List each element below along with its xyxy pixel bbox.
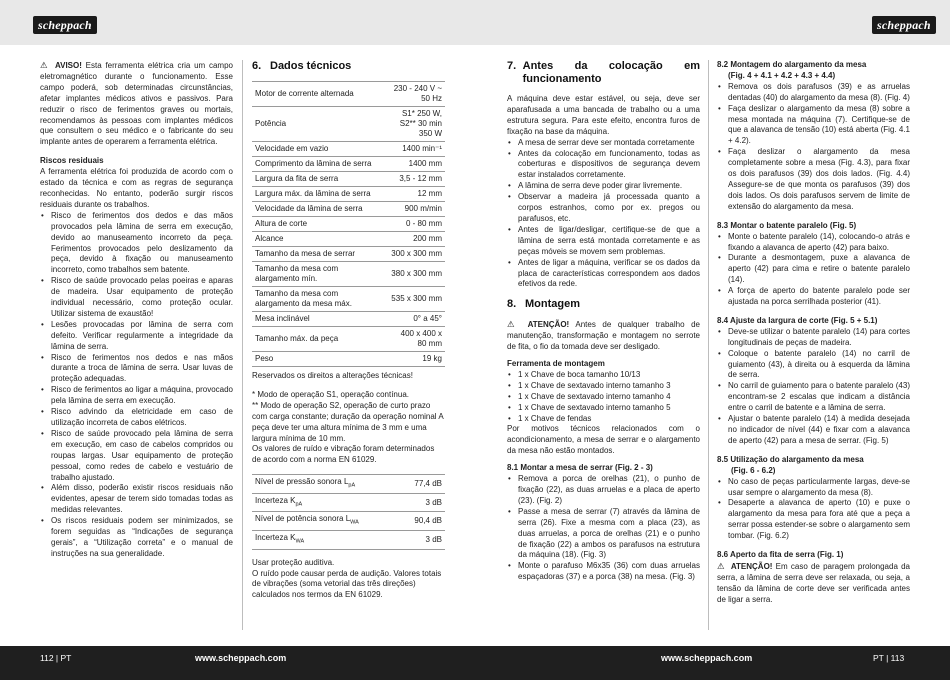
section-7-intro: A máquina deve estar estável, ou seja, deve ser aparafusada a uma bancada de trabalho ou a uma estrutura segura. Para este efeito, encontra furos de fixação na base da máquina. [507,94,700,136]
column-divider [242,60,243,630]
column-divider [708,60,709,630]
spec-value: 12 mm [387,187,445,202]
noise-value: 77,4 dB [400,475,445,494]
list-item: • Durante a desmontagem, puxe a alavanca de aperto (42) para cima e retire o batente paralelo (14). [717,253,910,286]
spec-label: Motor de corrente alternada [252,82,387,107]
list-item: • No caso de peças particularmente largas, deve-se usar sempre o alargamento da mesa (8). [717,477,910,499]
list-item: • Monte o parafuso M6x35 (36) com duas arruelas espaçadoras (37) e a porca (38) na mesa. (Fig. 3) [507,561,700,583]
list-item: • 1 x Chave de sextavado interno tamanho 3 [507,381,700,392]
hearing-protection: Usar proteção auditiva. [252,557,335,567]
noise-label [252,531,400,550]
section-number: 7. [507,60,517,72]
attention-text: Em caso de paragem prolongada da serra, a lâmina de serra deve ser relaxada, ou seja, a tensão da lâmina de corte deve ser verificada antes de ligar a serra. [717,561,911,604]
spec-row [252,287,445,312]
scheppach-logo-left: scheppach [33,16,97,34]
spec-value: 19 kg [387,352,445,367]
emf-warning [40,60,233,148]
website-link-left[interactable]: www.scheppach.com [195,653,287,663]
list-item: • Observar a madeira já processada quanto a corpos estranhos, como por ex. pregos ou parafusos, etc. [507,192,700,225]
noise-label-subscript: pA [348,482,356,489]
list-item: • 1 x Chave de fendas [507,414,700,425]
spec-label: Potência [252,107,387,142]
noise-note: Os valores de ruído e vibração foram determinados de acordo com a norma EN 61029. [252,444,435,465]
section-8-4-list [717,327,910,447]
spec-value: 900 m/min [387,202,445,217]
spec-value: S1* 250 W, S2** 30 min 350 W [387,107,445,142]
section-8-4-title: 8.4 Ajuste da largura de corte (Fig. 5 + 5.1) [717,315,878,325]
noise-label-subscript: WA [350,520,359,527]
spec-label: Altura de corte [252,217,387,232]
spec-value: 400 x 400 x 80 mm [387,327,445,352]
attention-label: ATENÇÃO! [527,320,570,330]
spec-value: 0° a 45° [387,312,445,327]
section-title: Antes da colocação em funcionamento [522,60,700,85]
spec-row [252,172,445,187]
list-item: • Monte o batente paralelo (14), colocando-o atrás e fixando a alavanca de aperto (42) para baixo. [717,232,910,254]
list-item: • Lesões provocadas por lâmina de serra com defeito. Verificar regularmente a integridade da lâmina de serra. [40,320,233,353]
section-8-heading [507,298,700,311]
list-item: • Risco de ferimentos nos dedos e nas mãos durante a troca de lâmina de serra. Usar luvas de proteção adequadas. [40,353,233,386]
spec-value: 0 - 80 mm [387,217,445,232]
section-7-list [507,138,700,291]
spec-label: Tamanho máx. da peça [252,327,387,352]
tools-list [507,370,700,425]
header-bar [0,0,950,45]
section-title: Dados técnicos [270,60,352,72]
noise-row [252,493,445,512]
tools-note: Por motivos técnicos relacionados com o acondicionamento, a mesa de serrar e o alargamento da mesa não estão montados. [507,424,700,456]
spec-row [252,232,445,247]
scheppach-logo-right: scheppach [872,16,936,34]
spec-value: 535 x 300 mm [387,287,445,312]
list-item: • Risco de saúde provocado pela lâmina de serra em execução, em caso de cabelos compridos ou roupas largas. Usar equipamento de proteção pessoal, como redes de cabelo e vestuário de trabalho ajustado. [40,429,233,484]
list-item: • 1 x Chave de sextavado interno tamanho 5 [507,403,700,414]
attention-text: Antes de qualquer trabalho de manutenção, transformação e montagem no serrote de fita, o fio da tomada deve ser desligado. [507,320,700,352]
noise-row [252,512,445,531]
column-safety [40,60,233,560]
section-8-6-title: 8.6 Aperto da fita de serra (Fig. 1) [717,550,844,560]
spec-label: Comprimento da lâmina de serra [252,157,387,172]
noise-value: 3 dB [400,493,445,512]
noise-value: 3 dB [400,531,445,550]
spec-row [252,107,445,142]
spec-label: Velocidade da lâmina de serra [252,202,387,217]
list-item: • Ajustar o batente paralelo (14) à medida desejada no indicador de nível (44) e fixar com a alavanca de aperto (42) para a mesa de serrar. (Fig. 5) [717,414,910,447]
residual-risks-title: Riscos residuais [40,156,104,166]
list-item: • Passe a mesa de serrar (7) através da lâmina de serra (26). Fixe a mesma com a placa (23), as duas arruelas, a porca de orelhas (21) e o punho de fixação (22) a ambos os parafusos na estrutura da máquina (18). (Fig. 3) [507,507,700,562]
spec-label: Largura máx. da lâmina de serra [252,187,387,202]
list-item: • A força de aperto do batente paralelo pode ser ajustada na porca serrilhada posterior (41). [717,286,910,308]
spec-row [252,262,445,287]
section-number: 6. [252,60,262,72]
noise-label-text: Nível de pressão sonora L [255,477,349,487]
residual-risks-list [40,211,233,560]
spec-table [252,81,445,367]
warning-text: Esta ferramenta elétrica cria um campo eletromagnético durante o funcionamento. Esse campo poderá, sob determinadas circunstâncias, afetar implantes médicos ativos e passivos. Para reduzir o risco de ferimentos graves ou mortais, recomendamos às pessoas com implantes médicos que consultem o seu médico e o fabricante do seu implante antes de operarem a ferramenta elétrica. [40,61,233,147]
noise-label [252,512,400,531]
footnote-s1: * Modo de operação S1, operação contínua. [252,389,409,399]
spec-value: 230 - 240 V ~ 50 Hz [387,82,445,107]
list-item: • Faça deslizar o alargamento da mesa completamente sobre a mesa (Fig. 4.3), para fixar os dois parafusos (39) dos dois lados. (Fig. 4.4) Assegure-se de que monta os parafusos (39) dos dois lados. Os dois parafusos servem de limite de extensão do alargamento da mesa. [717,147,910,212]
spec-value: 1400 mm [387,157,445,172]
warning-triangle-icon: ⚠ [507,319,519,330]
page-number-right: PT | 113 [873,653,905,663]
list-item: • Antes de ligar a máquina, verificar se os dados da placa de características correspondem aos dados efetivos da rede. [507,258,700,291]
list-item: • Remova os dois parafusos (39) e as arruelas dentadas (40) do alargamento da mesa (8). (Fig. 4) [717,82,910,104]
attention-note [507,319,700,353]
spec-value: 300 x 300 mm [387,247,445,262]
list-item: • Risco de saúde provocado pelas poeiras e aparas de madeira. Usar equipamento de proteção individual necessário, como proteção ocular. Utilizar sistema de exaustão! [40,276,233,320]
spec-label: Mesa inclinável [252,312,387,327]
section-8-2-list [717,82,910,213]
noise-label-text: Incerteza K [255,533,296,543]
page-number-left: 112 | PT [40,653,72,663]
section-6-heading [252,60,445,73]
list-item: • 1 x Chave de sextavado interno tamanho 4 [507,392,700,403]
list-item: • Desaperte a alavanca de aperto (10) e puxe o alargamento da mesa para fora até que a peça a serrar possa estender-se sobre o alargamento sem tombar. (Fig. 6.2) [717,498,910,542]
spec-row [252,187,445,202]
column-setup [507,60,700,583]
noise-table [252,474,445,549]
spec-label: Largura da fita de serra [252,172,387,187]
rights-note: Reservados os direitos a alterações técnicas! [252,371,413,380]
list-item: • Os riscos residuais podem ser minimizados, se forem seguidas as “Indicações de segurança gerais”, a “Utilização correta” e o manual de instruções na sua generalidade. [40,516,233,560]
section-number: 8. [507,298,517,311]
spec-label: Peso [252,352,387,367]
spec-row [252,352,445,367]
spec-label: Tamanho da mesa de serrar [252,247,387,262]
footnote-s2: ** Modo de operação S2, operação de curto prazo com carga constante; duração da operação nominal A peça deve ter uma altura mínima de 3 mm e uma largura mínima de 10 mm. [252,400,444,443]
spec-row [252,202,445,217]
website-link-right[interactable]: www.scheppach.com [661,653,753,663]
list-item: • Antes de ligar/desligar, certifique-se de que a lâmina de serra está montada corretamente e as peças móveis se movem sem problemas. [507,225,700,258]
spec-label: Alcance [252,232,387,247]
spec-row [252,82,445,107]
section-7-heading [507,60,700,86]
noise-label-subscript: pA [295,501,303,508]
list-item: • Risco advindo da eletricidade em caso de utilização incorreta de cabos elétricos. [40,407,233,429]
spec-value: 1400 min⁻¹ [387,142,445,157]
spec-row [252,217,445,232]
section-8-3-list [717,232,910,308]
spec-row [252,312,445,327]
noise-row [252,531,445,550]
list-item: • Risco de ferimentos dos dedos e das mãos provocados pela lâmina de serra em execução, devido ao manuseamento incorreto da peça. Ferimentos provocados pelo deslizamento da peça, devido à fixação ou manuseamento incorreto, como trabalhos sem batente. [40,211,233,276]
list-item: • Antes da colocação em funcionamento, todas as coberturas e dispositivos de segurança devem estar instalados corretamente. [507,149,700,182]
list-item: • Remova a porca de orelhas (21), o punho de fixação (22), as duas arruelas e a placa de aperto (23). (Fig. 2) [507,474,700,507]
list-item: • Risco de ferimentos ao ligar a máquina, provocado pela lâmina de serra em execução. [40,385,233,407]
section-8-1-list [507,474,700,583]
spec-label: Tamanho da mesa com alargamento da mesa máx. [252,287,387,312]
noise-label-text: Nível de potência sonora L [255,514,351,524]
list-item: • 1 x Chave de boca tamanho 10/13 [507,370,700,381]
list-item: • A lâmina de serra deve poder girar livremente. [507,181,700,192]
noise-label-subscript: WA [295,538,305,545]
list-item: • Deve-se utilizar o batente paralelo (14) para cortes longitudinais de peças de madeira. [717,327,910,349]
list-item: • Faça deslizar o alargamento da mesa (8) sobre a mesa montada na máquina (7). Certifique-se de que a alavanca de tensão (10) está aberta (Fig. 4.1 + 4.2). [717,104,910,148]
footer-bar [0,646,950,680]
section-8-1-title: 8.1 Montar a mesa de serrar (Fig. 2 - 3) [507,463,653,473]
section-8-2-figs: (Fig. 4 + 4.1 + 4.2 + 4.3 + 4.4) [728,70,836,80]
warning-triangle-icon: ⚠ [717,560,726,571]
spec-label: Tamanho da mesa com alargamento mín. [252,262,387,287]
tools-title: Ferramenta de montagem [507,359,605,369]
spec-row [252,142,445,157]
spec-value: 380 x 300 mm [387,262,445,287]
spec-row [252,157,445,172]
attention-label: ATENÇÃO! [730,561,773,571]
noise-label [252,493,400,512]
section-8-2-title: 8.2 Montagem do alargamento da mesa [717,60,867,69]
list-item: • No carril de guiamento para o batente paralelo (43) encontram-se 2 escalas que indicam a distância entre o carril de batente e a lâmina de serra. [717,381,910,414]
section-8-6-attention [717,561,910,606]
list-item: • A mesa de serrar deve ser montada corretamente [507,138,700,149]
spec-value: 200 mm [387,232,445,247]
spec-value: 3,5 - 12 mm [387,172,445,187]
section-8-5-list [717,477,910,542]
section-8-5-title: 8.5 Utilização do alargamento da mesa [717,454,864,464]
noise-value: 90,4 dB [400,512,445,531]
spec-row [252,247,445,262]
hearing-text: O ruído pode causar perda de audição. Valores totais de vibrações (soma vetorial das três direções) calculados nos termos da EN 61029. [252,568,442,600]
warning-triangle-icon: ⚠ [40,60,50,70]
column-assembly [717,60,910,606]
spec-label: Velocidade em vazio [252,142,387,157]
section-8-3-title: 8.3 Montar o batente paralelo (Fig. 5) [717,220,857,230]
list-item: • Além disso, poderão existir riscos residuais não evidentes, apesar de terem sido tomadas todas as medidas relevantes. [40,483,233,516]
residual-risks-intro: A ferramenta elétrica foi produzida de acordo com o estado da técnica e com as regras de segurança reconhecidas. No entanto, poderão surgir riscos residuais durante os trabalhos. [40,167,233,209]
noise-label [252,475,400,494]
warning-label: AVISO! [54,61,82,70]
spec-row [252,327,445,352]
section-8-5-figs: (Fig. 6 - 6.2) [731,465,776,475]
noise-label-text: Incerteza K [255,495,296,505]
column-technical-data [252,60,445,601]
noise-row [252,475,445,494]
list-item: • Coloque o batente paralelo (14) no carril de guiamento (43), à direita ou à esquerda da lâmina de serra. [717,349,910,382]
section-title: Montagem [525,298,580,311]
